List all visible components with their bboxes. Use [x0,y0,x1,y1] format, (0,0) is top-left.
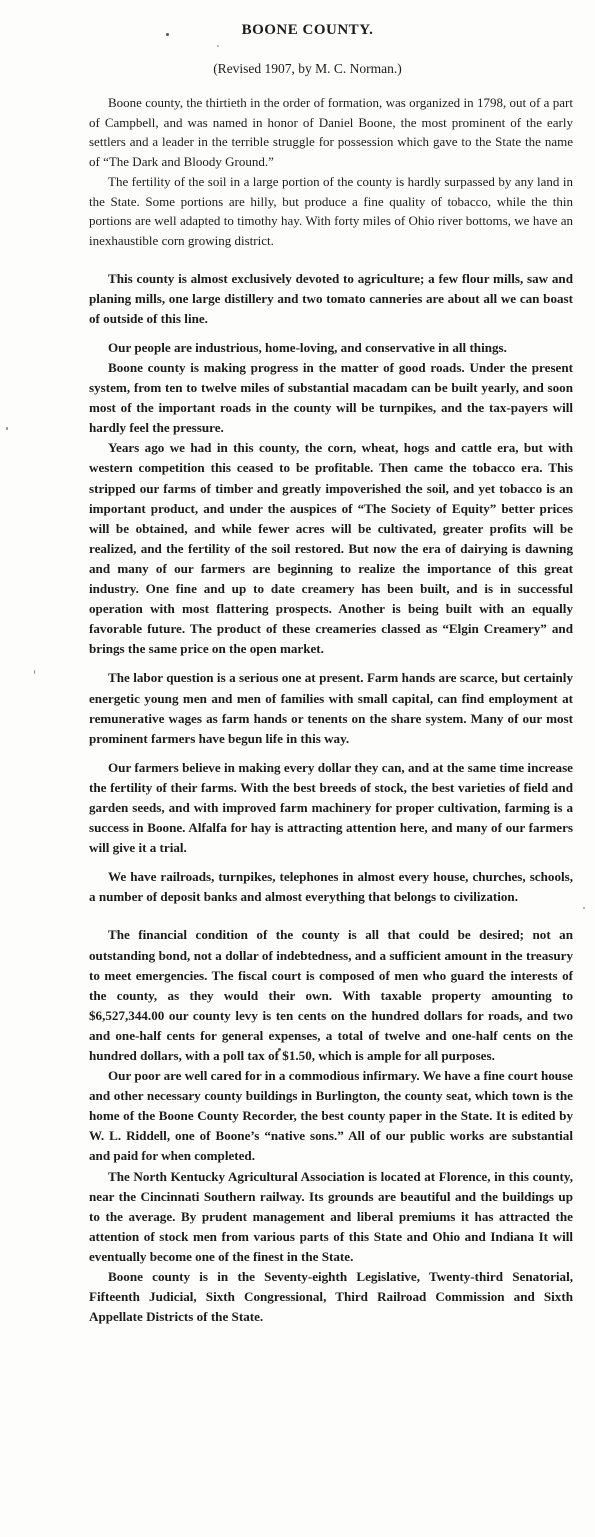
paragraph-roads: Boone county is making progress in the matter of good roads. Under the present system, from ten to twelve miles of substantial macadam can be built yearly, and soon most of the important roads in the county will be turnpikes, and the tax-payers will hardly feel the pressure. [89,360,573,436]
article-body [89,93,573,1327]
paragraph-association: The North Kentucky Agricultural Association is located at Florence, in this county, near the Cincinnati Southern railway. Its grounds are beautiful and the buildings up to the average. By prudent management and liberal premiums it has attracted the attention of stock men from various parts of this State and Ohio and Indiana It will eventually become one of the finest in the State. [89,1168,573,1264]
paragraph-people: Our people are industrious, home-loving, and conservative in all things. [108,339,507,355]
print-speck [217,45,219,47]
paragraph-labor: The labor question is a serious one at present. Farm hands are scarce, but certainly energetic young men and men of families with small capital, can find employment at remunerative wages as farm hands or tenents on the share system. Many of our most prominent farmers have begun life in this way. [89,670,573,746]
paragraph-history: Boone county, the thirtieth in the order of formation, was organized in 1798, out of a part of Campbell, and was named in honor of Daniel Boone, the most prominent of the early settlers and a leader in the terrible struggle for possession which gave to the State the name of “The Dark and Bloody Ground.” [89,95,573,170]
page-title: BOONE COUNTY. [241,22,374,38]
paragraph-finance: The financial condition of the county is all that could be desired; not an outstanding bond, not a dollar of indebtedness, and a sufficient amount in the treasury to meet emergencies. The fiscal court is composed of men who guard the interests of the county, as they would their own. With taxable property amounting to $6,527,344.00 our county levy is ten cents on the hundred dollars for roads, and two and one-half cents for general expenses, a total of twelve and one-half cents on the hundred dollars, with a poll tax of $1.50, which is ample for all purposes. [89,927,573,1063]
print-speck [6,427,8,430]
paragraph-districts: Boone county is in the Seventy-eighth Legislative, Twenty-third Senatorial, Fifteenth Judicial, Sixth Congressional, Third Railroad Commission and Sixth Appellate Districts of the State. [89,1269,573,1325]
paragraph-farmers: Our farmers believe in making every dollar they can, and at the same time increase the fertility of their farms. With the best breeds of stock, the best varieties of field and garden seeds, and with improved farm machinery for proper cultivation, farming is a success in Boone. Alfalfa for hay is attracting attention here, and many of our farmers will give it a trial. [89,759,573,856]
print-speck [583,907,585,909]
paragraph-poor: Our poor are well cared for in a commodious infirmary. We have a fine court house and other necessary county buildings in Burlington, the county seat, which town is the home of the Boone County Recorder, the best county paper in the State. It is edited by W. L. Riddell, one of Boone’s “native sons.” All of our public works are substantial and paid for when completed. [89,1068,573,1164]
paragraph-eras: Years ago we had in this county, the corn, wheat, hogs and cattle era, but with western competition this ceased to be profitable. Then came the tobacco era. This stripped our farms of timber and greatly impoverished the soil, and yet tobacco is an important product, and under the auspices of “The Society of Equity” better prices will be obtained, and while fewer acres will be cultivated, greater profits will be realized, and the fertility of the soil restored. But now the era of dairying is dawning and many of our farmers are beginning to realize the importance of this great industry. One fine and up to date creamery has been built, and is in successful operation with most flattering prospects. Another is being built with an equally favorable future. The product of these creameries classed as “Elgin Creamery” and brings the same price on the open market. [89,440,573,657]
paragraph-agriculture: This county is almost exclusively devoted to agriculture; a few flour mills, saw and planing mills, one large distillery and two tomato canneries are about all we can boast of outside of this line. [89,270,573,326]
paragraph-civilization: We have railroads, turnpikes, telephones in almost every house, churches, schools, a number of deposit banks and almost everything that belongs to civilization. [89,869,573,905]
revision-note: (Revised 1907, by M. C. Norman.) [213,61,402,76]
print-speck [34,670,35,674]
paragraph-soil: The fertility of the soil in a large portion of the county is hardly surpassed by any land in the State. Some portions are hilly, but produce a fine quality of tobacco, while the thin portions are well adapted to timothy hay. With forty miles of Ohio river bottoms, we have an inexhaustible corn growing district. [89,173,573,248]
